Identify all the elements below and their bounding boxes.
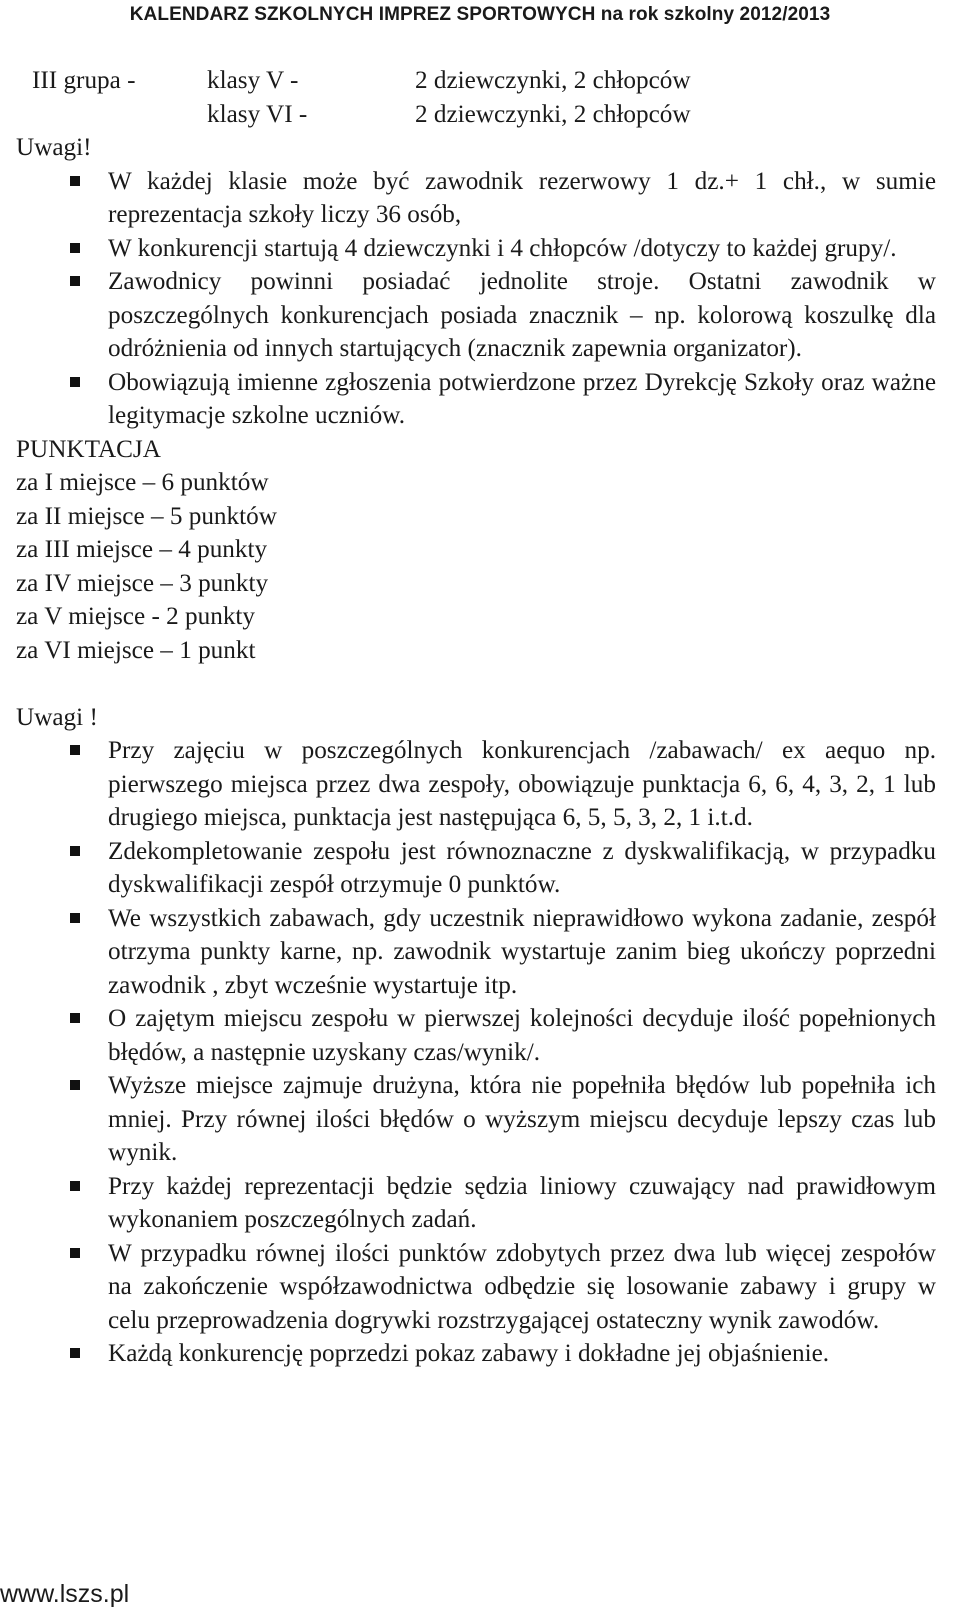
punktacja-item: za VI miejsce – 1 punkt <box>16 636 256 664</box>
group-composition: 2 dziewczynki, 2 chłopców <box>415 67 691 94</box>
group-classes: klasy VI - <box>207 100 308 128</box>
group-row <box>16 64 936 98</box>
list-item: We wszystkich zabawach, gdy uczestnik nieprawidłowo wykona zadanie, zespół otrzyma punkty karne, np. zawodnik wystartuje zanim bieg ukończy poprzedni zawodnik , zbyt wcześnie wystartuje itp. <box>16 902 936 1003</box>
group-row <box>16 98 936 132</box>
uwagi-heading: Uwagi ! <box>16 703 98 731</box>
page-header: KALENDARZ SZKOLNYCH IMPREZ SPORTOWYCH na rok szkolny 2012/2013 <box>129 4 831 25</box>
spacer <box>16 667 936 701</box>
group-label <box>16 98 207 132</box>
document-body <box>16 64 936 1371</box>
groups-table <box>16 64 936 131</box>
list-item: O zajętym miejscu zespołu w pierwszej kolejności decyduje ilość popełnionych błędów, a następnie uzyskany czas/wynik/. <box>16 1002 936 1069</box>
uwagi-list <box>16 165 936 433</box>
list-item: W konkurencji startują 4 dziewczynki i 4 chłopców /dotyczy to każdej grupy/. <box>16 232 936 266</box>
list-item: Każdą konkurencję poprzedzi pokaz zabawy i dokładne jej objaśnienie. <box>16 1337 936 1371</box>
list-item: Wyższe miejsce zajmuje drużyna, która nie popełniła błędów lub popełniła ich mniej. Przy równej ilości błędów o wyższym miejscu decyduje lepszy czas lub wynik. <box>16 1069 936 1170</box>
list-item: Zawodnicy powinni posiadać jednolite stroje. Ostatni zawodnik w poszczególnych konkurencjach posiada znacznik – np. kolorową koszulkę dla odróżnienia od innych startujących (znacznik zapewnia organizator). <box>16 265 936 366</box>
group-composition: 2 dziewczynki, 2 chłopców <box>415 100 691 128</box>
list-item: Obowiązują imienne zgłoszenia potwierdzone przez Dyrekcję Szkoły oraz ważne legitymacje szkolne uczniów. <box>16 366 936 433</box>
punktacja-item: za V miejsce - 2 punkty <box>16 603 255 630</box>
list-item: Zdekompletowanie zespołu jest równoznaczne z dyskwalifikacją, w przypadku dyskwalifikacji zespół otrzymuje 0 punktów. <box>16 835 936 902</box>
punktacja-item: za IV miejsce – 3 punkty <box>16 569 269 597</box>
punktacja-heading: PUNKTACJA <box>16 435 161 463</box>
list-item: Przy zajęciu w poszczególnych konkurencjach /zabawach/ ex aequo np. pierwszego miejsca przez dwa zespoły, obowiązuje punktacja 6, 6, 4, 3, 2, 1 lub drugiego miejsca, punktacja jest następująca 6, 5, 5, 3, 2, 1 i.t.d. <box>16 734 936 835</box>
footer-url: www.lszs.pl <box>0 1580 130 1608</box>
group-label: III grupa - <box>32 67 136 94</box>
punktacja-item: za II miejsce – 5 punktów <box>16 502 277 530</box>
punktacja-item: za III miejsce – 4 punkty <box>16 536 268 563</box>
punktacja-list <box>16 466 936 667</box>
list-item: Przy każdej reprezentacji będzie sędzia liniowy czuwający nad prawidłowym wykonaniem poszczególnych zadań. <box>16 1170 936 1237</box>
uwagi-heading: Uwagi! <box>16 134 92 161</box>
punktacja-item: za I miejsce – 6 punktów <box>16 469 269 496</box>
list-item: W przypadku równej ilości punktów zdobytych przez dwa lub więcej zespołów na zakończenie współzawodnictwa odbędzie się losowanie zabawy i grupy w celu przeprowadzenia dogrywki rozstrzygającej ostateczny wynik zawodów. <box>16 1237 936 1338</box>
list-item: W każdej klasie może być zawodnik rezerwowy 1 dz.+ 1 chł., w sumie reprezentacja szkoły liczy 36 osób, <box>16 165 936 232</box>
group-classes: klasy V - <box>207 67 299 94</box>
uwagi-list <box>16 734 936 1371</box>
